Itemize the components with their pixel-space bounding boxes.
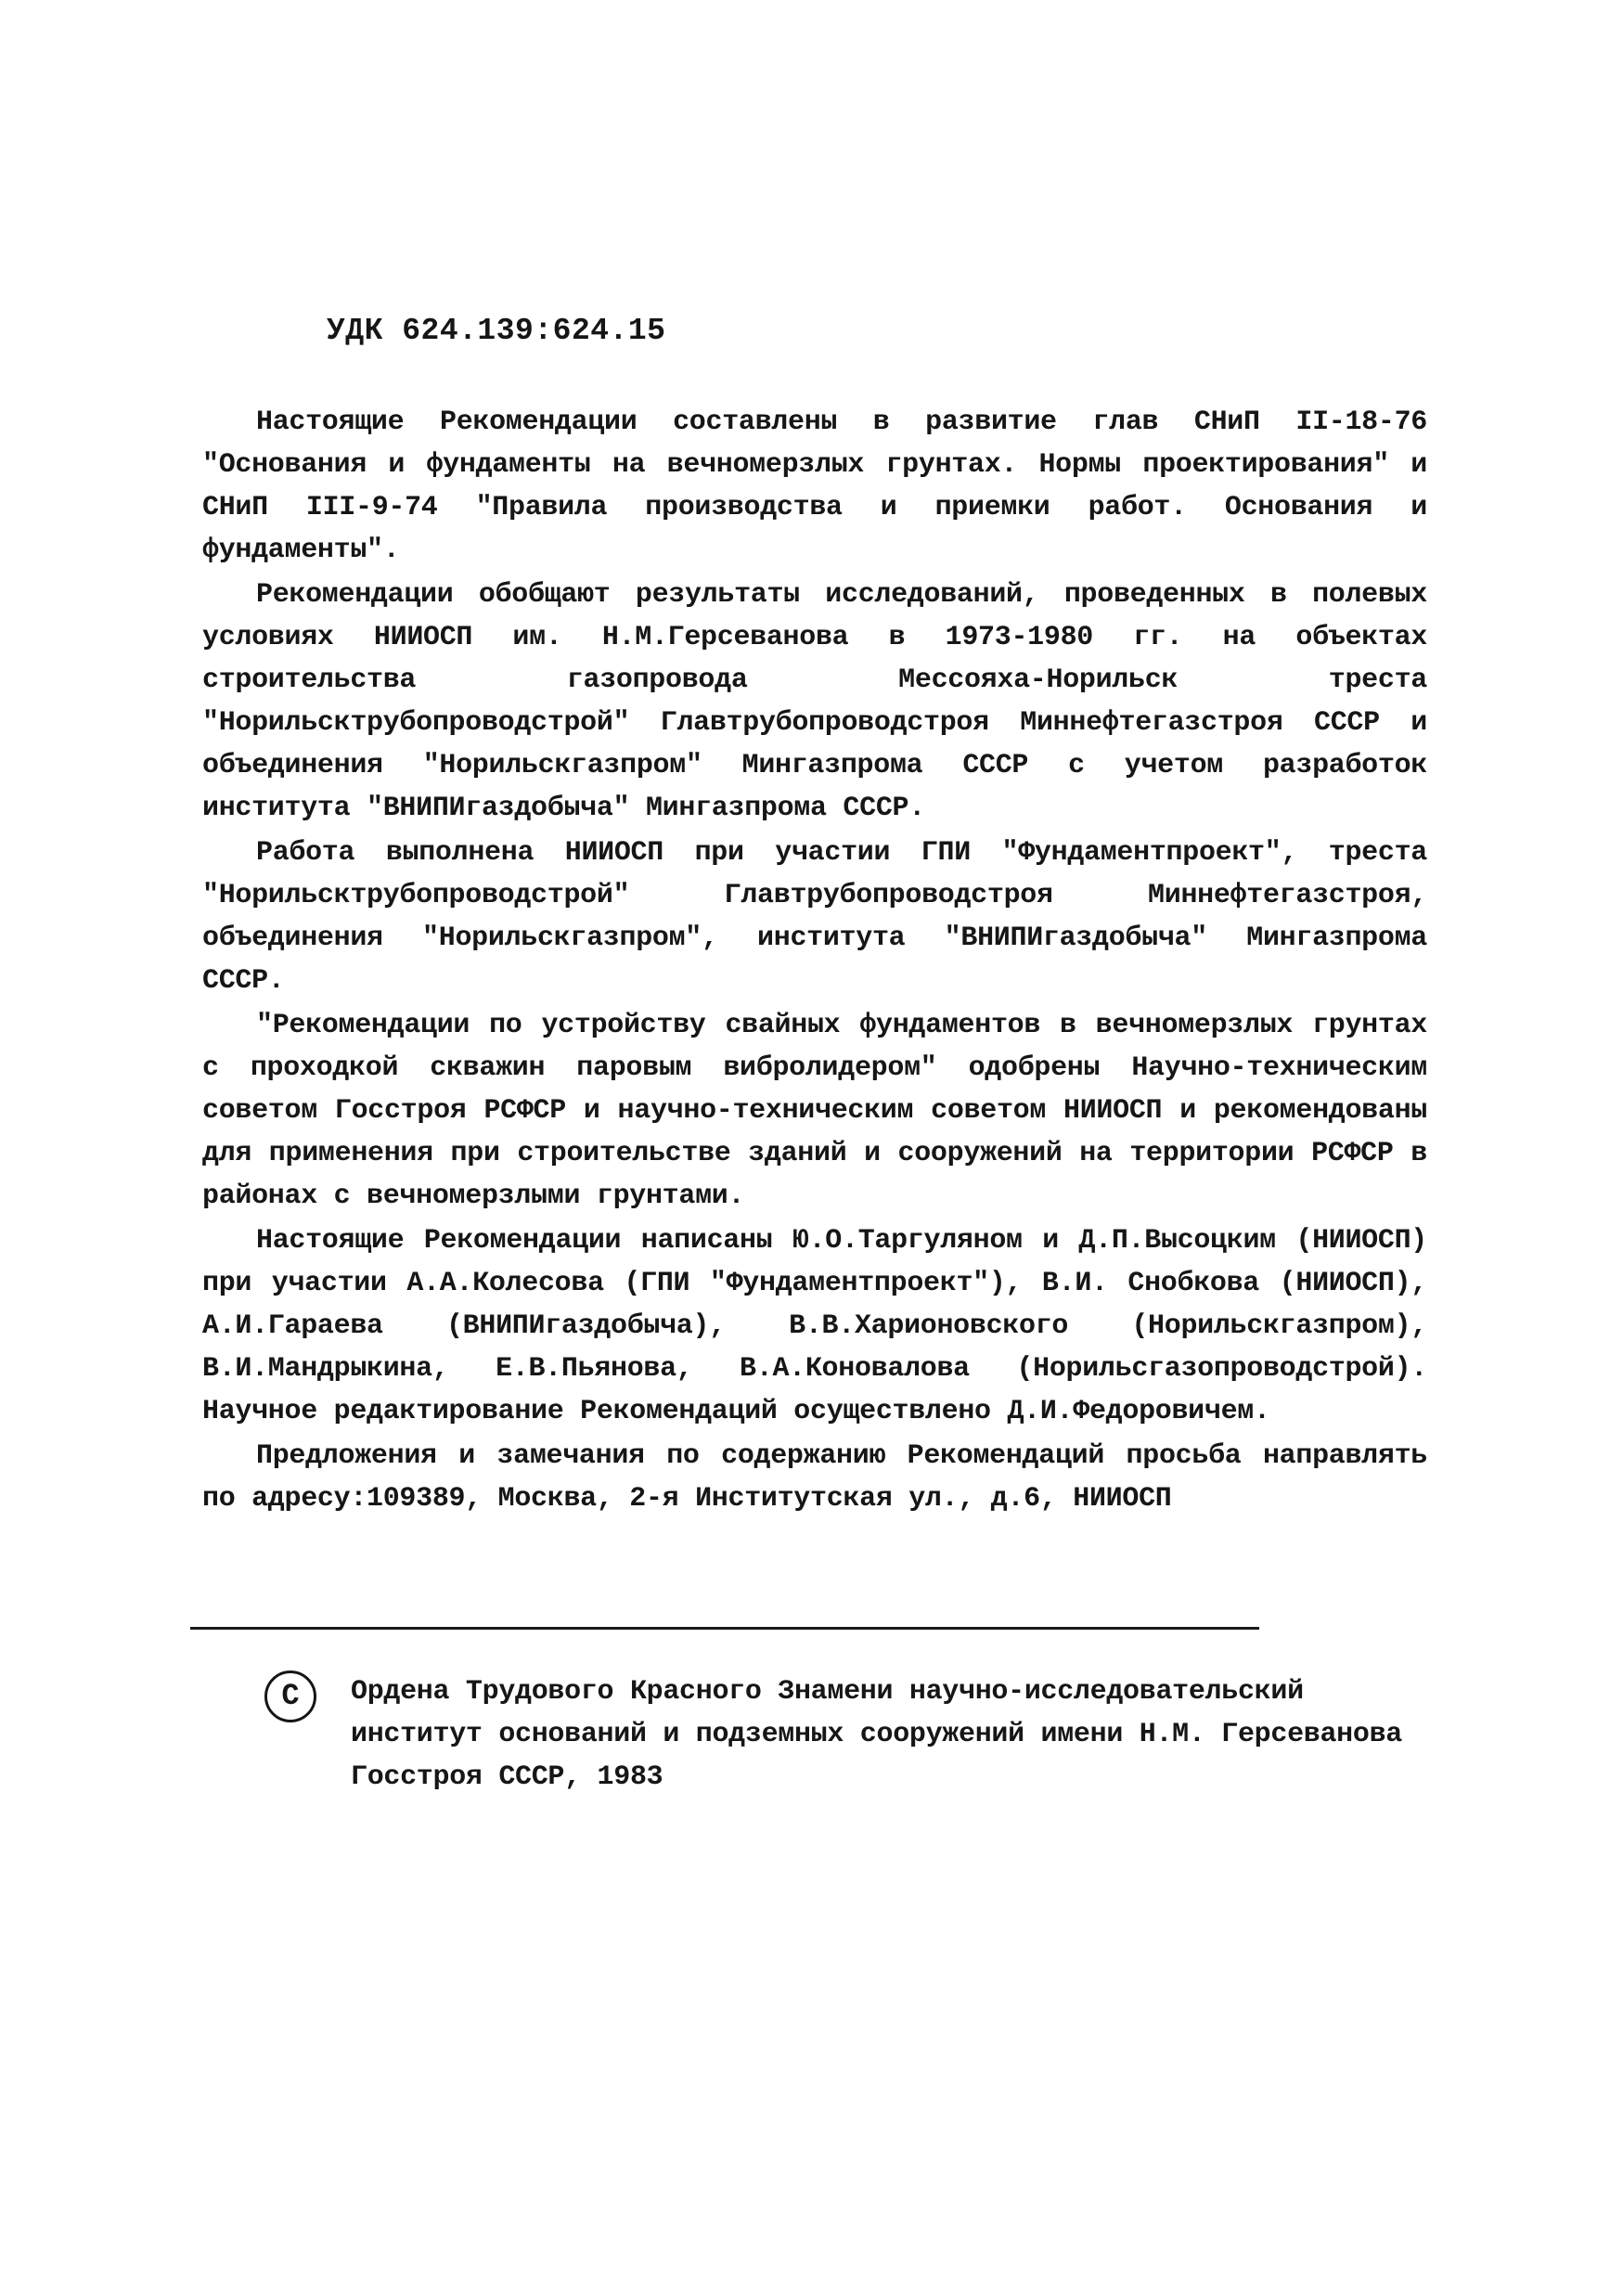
paragraph-contact: Предложения и замечания по содержанию Рекомендаций просьба направлять по адресу:109389, Москва, 2-я Институтская ул., д.6, НИИОСП — [202, 1440, 1427, 1515]
body-text — [202, 401, 1427, 1522]
udk-code: УДК 624.139:624.15 — [327, 314, 666, 348]
paragraph-research: Рекомендации обобщают результаты исследований, проведенных в полевых условиях НИИОСП им. Н.М.Герсеванова в 1973-1980 гг. на объектах строительства газопровода Мессояха-Норильск треста "Норильсктрубопроводстрой" Главтрубопроводстроя Миннефтегазстроя СССР и объединения "Норильскгазпром" Мингазпрома СССР с учетом разработок института "ВНИПИгаздобыча" Мингазпрома СССР. — [202, 579, 1427, 824]
paragraph-approval: "Рекомендации по устройству свайных фундаментов в вечномерзлых грунтах с проходкой скважин паровым вибролидером" одобрены Научно-техническим советом Госстроя РСФСР и научно-техническим советом НИИОСП и рекомендованы для применения при строительстве зданий и сооружений на территории РСФСР в районах с вечномерзлыми грунтами. — [202, 1010, 1427, 1212]
copyright-icon: С — [264, 1670, 316, 1722]
copyright-notice: Ордена Трудового Красного Знамени научно-исследовательский институт оснований и подземных сооружений имени Н.М. Герсеванова Госстроя СССР, 1983 — [351, 1676, 1402, 1793]
paragraph-authors: Настоящие Рекомендации написаны Ю.О.Таргуляном и Д.П.Высоцким (НИИОСП) при участии А.А.Колесова (ГПИ "Фундаментпроект"), В.И. Снобкова (НИИОСП), А.И.Гараева (ВНИПИгаздобыча), В.В.Харионовского (Норильскгазпром), В.И.Мандрыкина, Е.В.Пьянова, В.А.Коновалова (Норильсгазопроводстрой). Научное редактирование Рекомендаций осуществлено Д.И.Федоровичем. — [202, 1225, 1427, 1427]
paragraph-intro: Настоящие Рекомендации составлены в развитие глав СНиП II-18-76 "Основания и фундаменты на вечномерзлых грунтах. Нормы проектирования" и СНиП III-9-74 "Правила производства и приемки работ. Основания и фундаменты". — [202, 406, 1427, 566]
paragraph-participants: Работа выполнена НИИОСП при участии ГПИ "Фундаментпроект", треста "Норильсктрубопроводстрой" Главтрубопроводстроя Миннефтегазстроя, объединения "Норильскгазпром", института "ВНИПИгаздобыча" Мингазпрома СССР. — [202, 837, 1427, 997]
divider-line — [190, 1627, 1259, 1630]
